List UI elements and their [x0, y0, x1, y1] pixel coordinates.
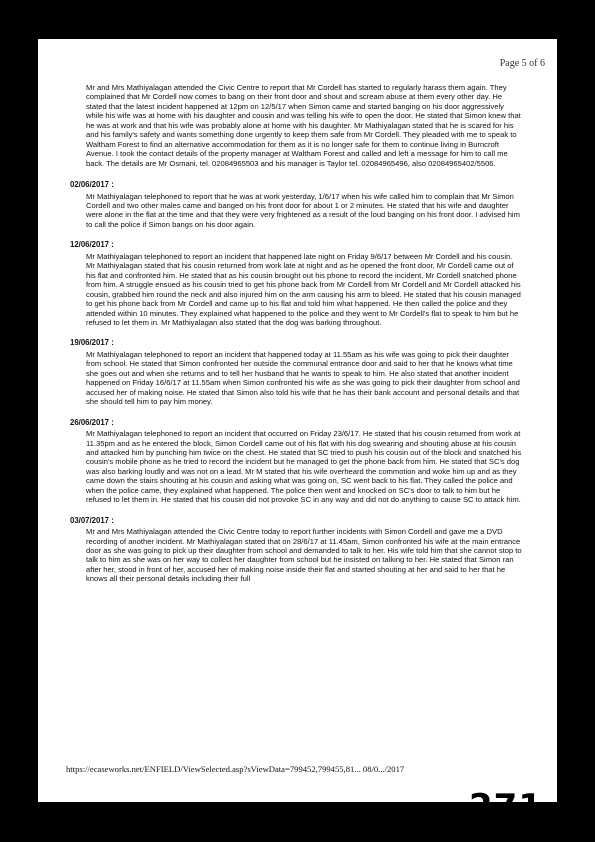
log-entry: [70, 417, 522, 505]
log-entry: [70, 515, 522, 584]
entry-date: 12/06/2017 :: [70, 240, 114, 250]
page-number: Page 5 of 6: [499, 58, 545, 69]
entry-date: 19/06/2017 :: [70, 338, 114, 348]
log-entry: [70, 180, 522, 229]
intro-paragraph: Mr and Mrs Mathiyalagan attended the Civic Centre to report that Mr Cordell has started to regularly harass them again. They complained that Mr Cordell now comes to bang on their front door and shout and scream abuse at them every other day. He stated that the latest incident happened at 12pm on 12/5/17 when Simon came and started banging on his door aggressively while his wife was at home with his daughter and cousin and was telling his wife to open the door. He stated that Simon knew that he was at work and that his wife was probably alone at home with his daughter. Mr Mathiyalagan stated that he is scared for his and his family's safety and wants something done urgently to keep them safe from Mr Cordell. They pleaded with me to speak to Waltham Forest to find an alternative accommodation for them as it is no longer safe for them to continue living in Burncroft Avenue. I took the contact details of the property manager at Waltham Forest and called and left a message for him to call me back. The details are Mr Osmani, tel. 02084965503 and his manager is Taylor tel. 02084965496, also 02084965402/5506.: [86, 83, 521, 168]
entry-text: Mr Mathiyalagan telephoned to report an incident that happened today at 11.55am as his wife was going to pick their daughter from school. He stated that Simon confronted her outside the communal entrance door and said to her that he knows what time she goes out and when she returns and to tell her husband that he wants to speak to him. He also stated that another incident happened on Friday 16/6/17 at 11.55am when Simon confronted his wife as she was going to pick their daughter from school and accused her of making noise. He stated that Simon also told his wife that he has their bank account and personal details and that she should tell him to pay him money.: [86, 349, 520, 407]
handwritten-annotation: 39: [561, 795, 587, 816]
entry-text: Mr Mathiyalagan telephoned to report an incident that happened late night on Friday 9/6/17 between Mr Cordell and his cousin. Mr Mathiyalagan stated that his cousin returned from work late at night and as he opened the front door, Mr Cordell came out of his flat and confronted him. He stated that as his cousin brought out his phone to record the incident, Mr Cordell snatched phone from him. A struggle ensued as his cousin tried to get his phone back from Mr Cordell from Mr Cordell and Mr Cordell attacked his cousin, grabbed him round the neck and also injured him on the arm causing his arm to bleed. He stated that his cousin managed to get his phone back from Mr Cordell and came up to his flat and told him what happened. He then called the police and they attended within 10 minutes. They explained what happened to the police and they went to Mr Cordell's flat to speak to him but he refused to let them in. Mr Mathiyalagan also stated that the dog was barking throughout.: [86, 251, 521, 327]
footer-url: https://ecaseworks.net/ENFIELD/ViewSelected.asp?sViewData=799452,799455,81... 08/0.../2017: [66, 764, 405, 774]
log-entry: [70, 338, 522, 407]
entry-date: 02/06/2017 :: [70, 180, 114, 190]
entry-date: 03/07/2017 :: [70, 515, 114, 525]
document-page: [38, 39, 557, 802]
log-entry: [70, 240, 522, 327]
entry-text: Mr Mathiyalagan telephoned to report an incident that occurred on Friday 23/6/17. He stated that his cousin returned from work at 11.35pm and as he entered the block, Simon Cordell came out of his flat with his dog swearing and shouting abuse at his cousin and attacked him by punching him twice on the chest. He stated that SC tried to push his cousin out of the block and snatched his cousin's mobile phone as he tried to record the incident but he managed to get the phone back from him. He stated that SC's dog was also barking loudly and was not on a lead. Mr M stated that his wife overheard the commotion and woke him up and as they came down the stairs shouting at his cousin and asking what was going on, SC went back to his flat. They called the police and when the police came, they explained what happened. The police then went and knocked on SC's door to talk to him but he refused to let them in. He stated that his cousin did not provoke SC in any way and did not do anything to cause SC to attack him.: [86, 429, 522, 505]
handwritten-page-number: 271: [469, 787, 543, 827]
entry-text: Mr Mathiyalagan telephoned to report that he was at work yesterday, 1/6/17 when his wife called him to complain that Mr Simon Cordell and two other males came and banged on his front door for about 1 or 2 minutes. He stated that his wife and daughter were alone in the flat at the time and that they were very frightened as a result of the loud banging on his front door. I advised him to call the police if Simon bangs on his door again.: [86, 191, 520, 229]
entry-text: Mr and Mrs Mathiyalagan attended the Civic Centre today to report further incidents with Simon Cordell and gave me a DVD recording of another incident. Mr Mathiyalagan stated that on 28/6/17 at 11.45am, Simon confronted his wife at the main entrance door as she was going to pick up their daughter from school and demanded to talk to her. His wife told him that she cannot stop to talk to him as she was on her way to collect her daughter from school but he insisted on talking to her. He stated that Simon ran after her, stood in front of her, accused her of making noise inside their flat and started shouting at her and said to her that he knows all their personal details including their full: [86, 527, 522, 584]
entry-date: 26/06/2017 :: [70, 417, 114, 427]
document-body: [70, 83, 522, 595]
